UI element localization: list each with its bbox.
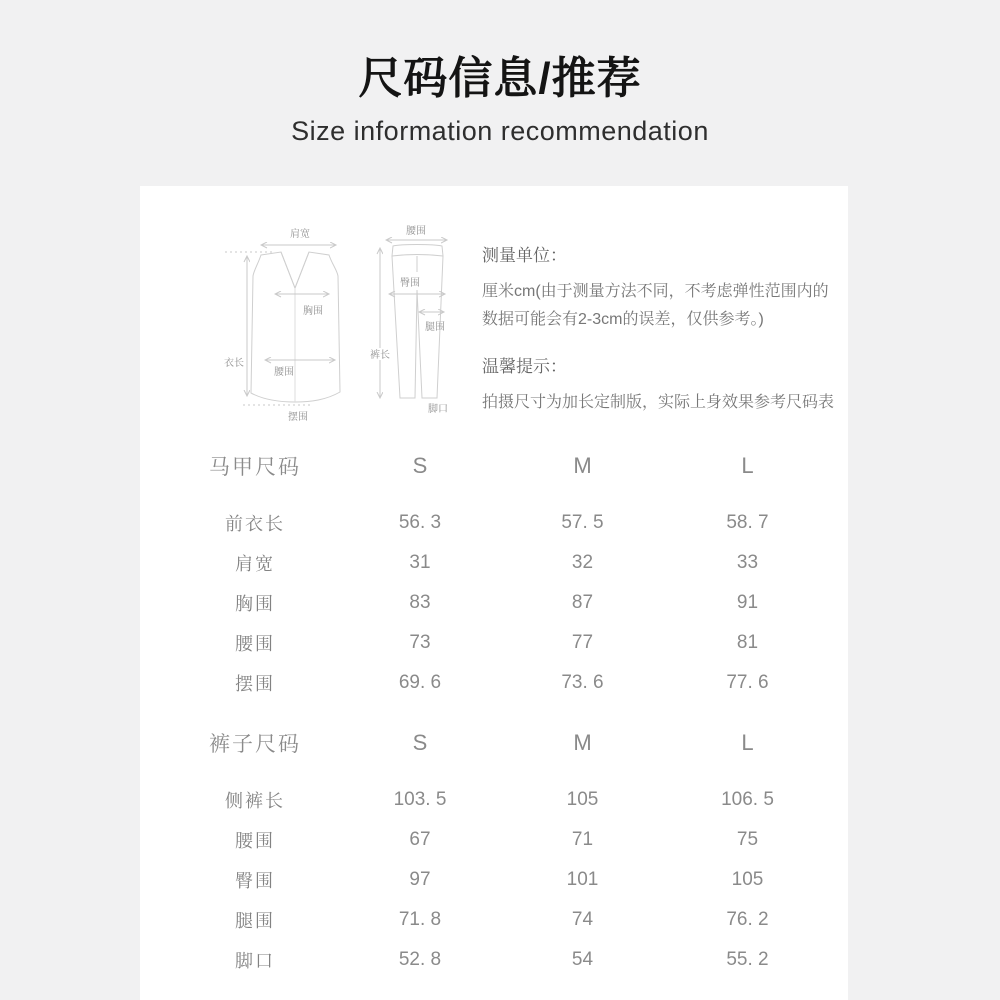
size-value: 57. 5	[561, 512, 604, 533]
table-header-row	[140, 441, 848, 491]
size-value: 75	[736, 829, 759, 850]
size-column-header: L	[741, 453, 754, 478]
row-label: 脚口	[235, 951, 275, 971]
size-value: 101	[566, 869, 599, 890]
size-value: 73	[409, 632, 431, 653]
row-label: 腰围	[235, 634, 275, 654]
unit-body-line1: 厘米cm(由于测量方法不同，不考虑弹性范围内的	[482, 283, 829, 300]
size-value: 103. 5	[393, 789, 447, 810]
tip-heading: 温馨提示：	[482, 357, 567, 376]
vest-vneck-line	[281, 252, 309, 288]
row-label: 腰围	[235, 831, 275, 851]
size-value: 73. 6	[561, 672, 604, 693]
vest-length-label: 衣长	[224, 358, 244, 369]
size-value: 67	[409, 829, 431, 850]
table-title: 马甲尺码	[209, 456, 301, 479]
row-label: 侧裤长	[225, 791, 285, 811]
size-value: 58. 7	[726, 512, 769, 533]
size-value: 56. 3	[398, 512, 442, 533]
table-row	[140, 860, 848, 900]
page-title: 尺码信息/推荐	[358, 54, 642, 103]
size-value: 77	[571, 632, 594, 653]
size-value: 71. 8	[398, 909, 442, 930]
unit-body-line2: 数据可能会有2-3cm的误差，仅供参考。)	[482, 311, 764, 328]
pants-leg-opening-label: 脚口	[428, 404, 448, 415]
table-row	[140, 583, 848, 623]
table-header-row	[140, 718, 848, 768]
table-row	[140, 543, 848, 583]
table-row	[140, 503, 848, 543]
table-row	[140, 623, 848, 663]
row-label: 胸围	[235, 594, 275, 614]
pants-length-label: 裤长	[370, 350, 390, 361]
size-value: 54	[571, 949, 594, 970]
row-label: 臀围	[235, 871, 275, 891]
tip-body: 拍摄尺寸为加长定制版，实际上身效果参考尺码表	[482, 394, 835, 411]
vest-chest-label: 胸围	[303, 306, 323, 317]
size-value: 33	[736, 552, 759, 573]
size-value: 105	[731, 869, 764, 890]
size-value: 52. 8	[398, 949, 442, 970]
size-info-panel	[140, 186, 848, 1000]
pants-waist-label: 腰围	[406, 226, 426, 237]
size-value: 77. 6	[726, 672, 769, 693]
size-value: 87	[571, 592, 594, 613]
vest-hem-label: 摆围	[288, 412, 308, 423]
size-value: 81	[736, 632, 759, 653]
measurement-notes	[482, 241, 834, 417]
vest-shoulder-label: 肩宽	[290, 229, 310, 240]
table-row	[140, 663, 848, 703]
table-row	[140, 780, 848, 820]
size-value: 71	[571, 829, 594, 850]
size-column-header: L	[741, 730, 754, 755]
row-label: 肩宽	[235, 554, 275, 574]
row-label: 前衣长	[225, 514, 285, 534]
page-header	[0, 42, 1000, 147]
pants-waistband	[392, 245, 443, 257]
size-value: 105	[566, 789, 599, 810]
vest-measurement-diagram	[223, 224, 351, 426]
pants-measurement-diagram	[366, 224, 476, 424]
table-row	[140, 900, 848, 940]
pants-thigh-label: 腿围	[425, 322, 445, 333]
size-column-header: M	[573, 730, 592, 755]
page-subtitle: Size information recommendation	[291, 116, 709, 146]
size-column-header: M	[573, 453, 592, 478]
size-value: 74	[571, 909, 594, 930]
size-value: 31	[409, 552, 431, 573]
row-label: 摆围	[235, 674, 275, 694]
size-value: 55. 2	[726, 949, 769, 970]
size-value: 83	[409, 592, 431, 613]
size-value: 106. 5	[721, 789, 774, 810]
pants-hip-label: 臀围	[400, 278, 420, 289]
pants-size-table	[140, 718, 848, 980]
size-value: 91	[736, 592, 759, 613]
size-value: 76. 2	[726, 909, 769, 930]
table-row	[140, 940, 848, 980]
vest-size-table	[140, 441, 848, 703]
row-label: 腿围	[235, 911, 275, 931]
table-row	[140, 820, 848, 860]
size-value: 97	[409, 869, 431, 890]
size-value: 69. 6	[398, 672, 442, 693]
size-column-header: S	[412, 453, 428, 478]
size-value: 32	[571, 552, 594, 573]
vest-waist-label: 腰围	[274, 367, 294, 378]
unit-heading: 测量单位：	[482, 246, 567, 265]
size-column-header: S	[412, 730, 428, 755]
table-title: 裤子尺码	[209, 733, 301, 756]
